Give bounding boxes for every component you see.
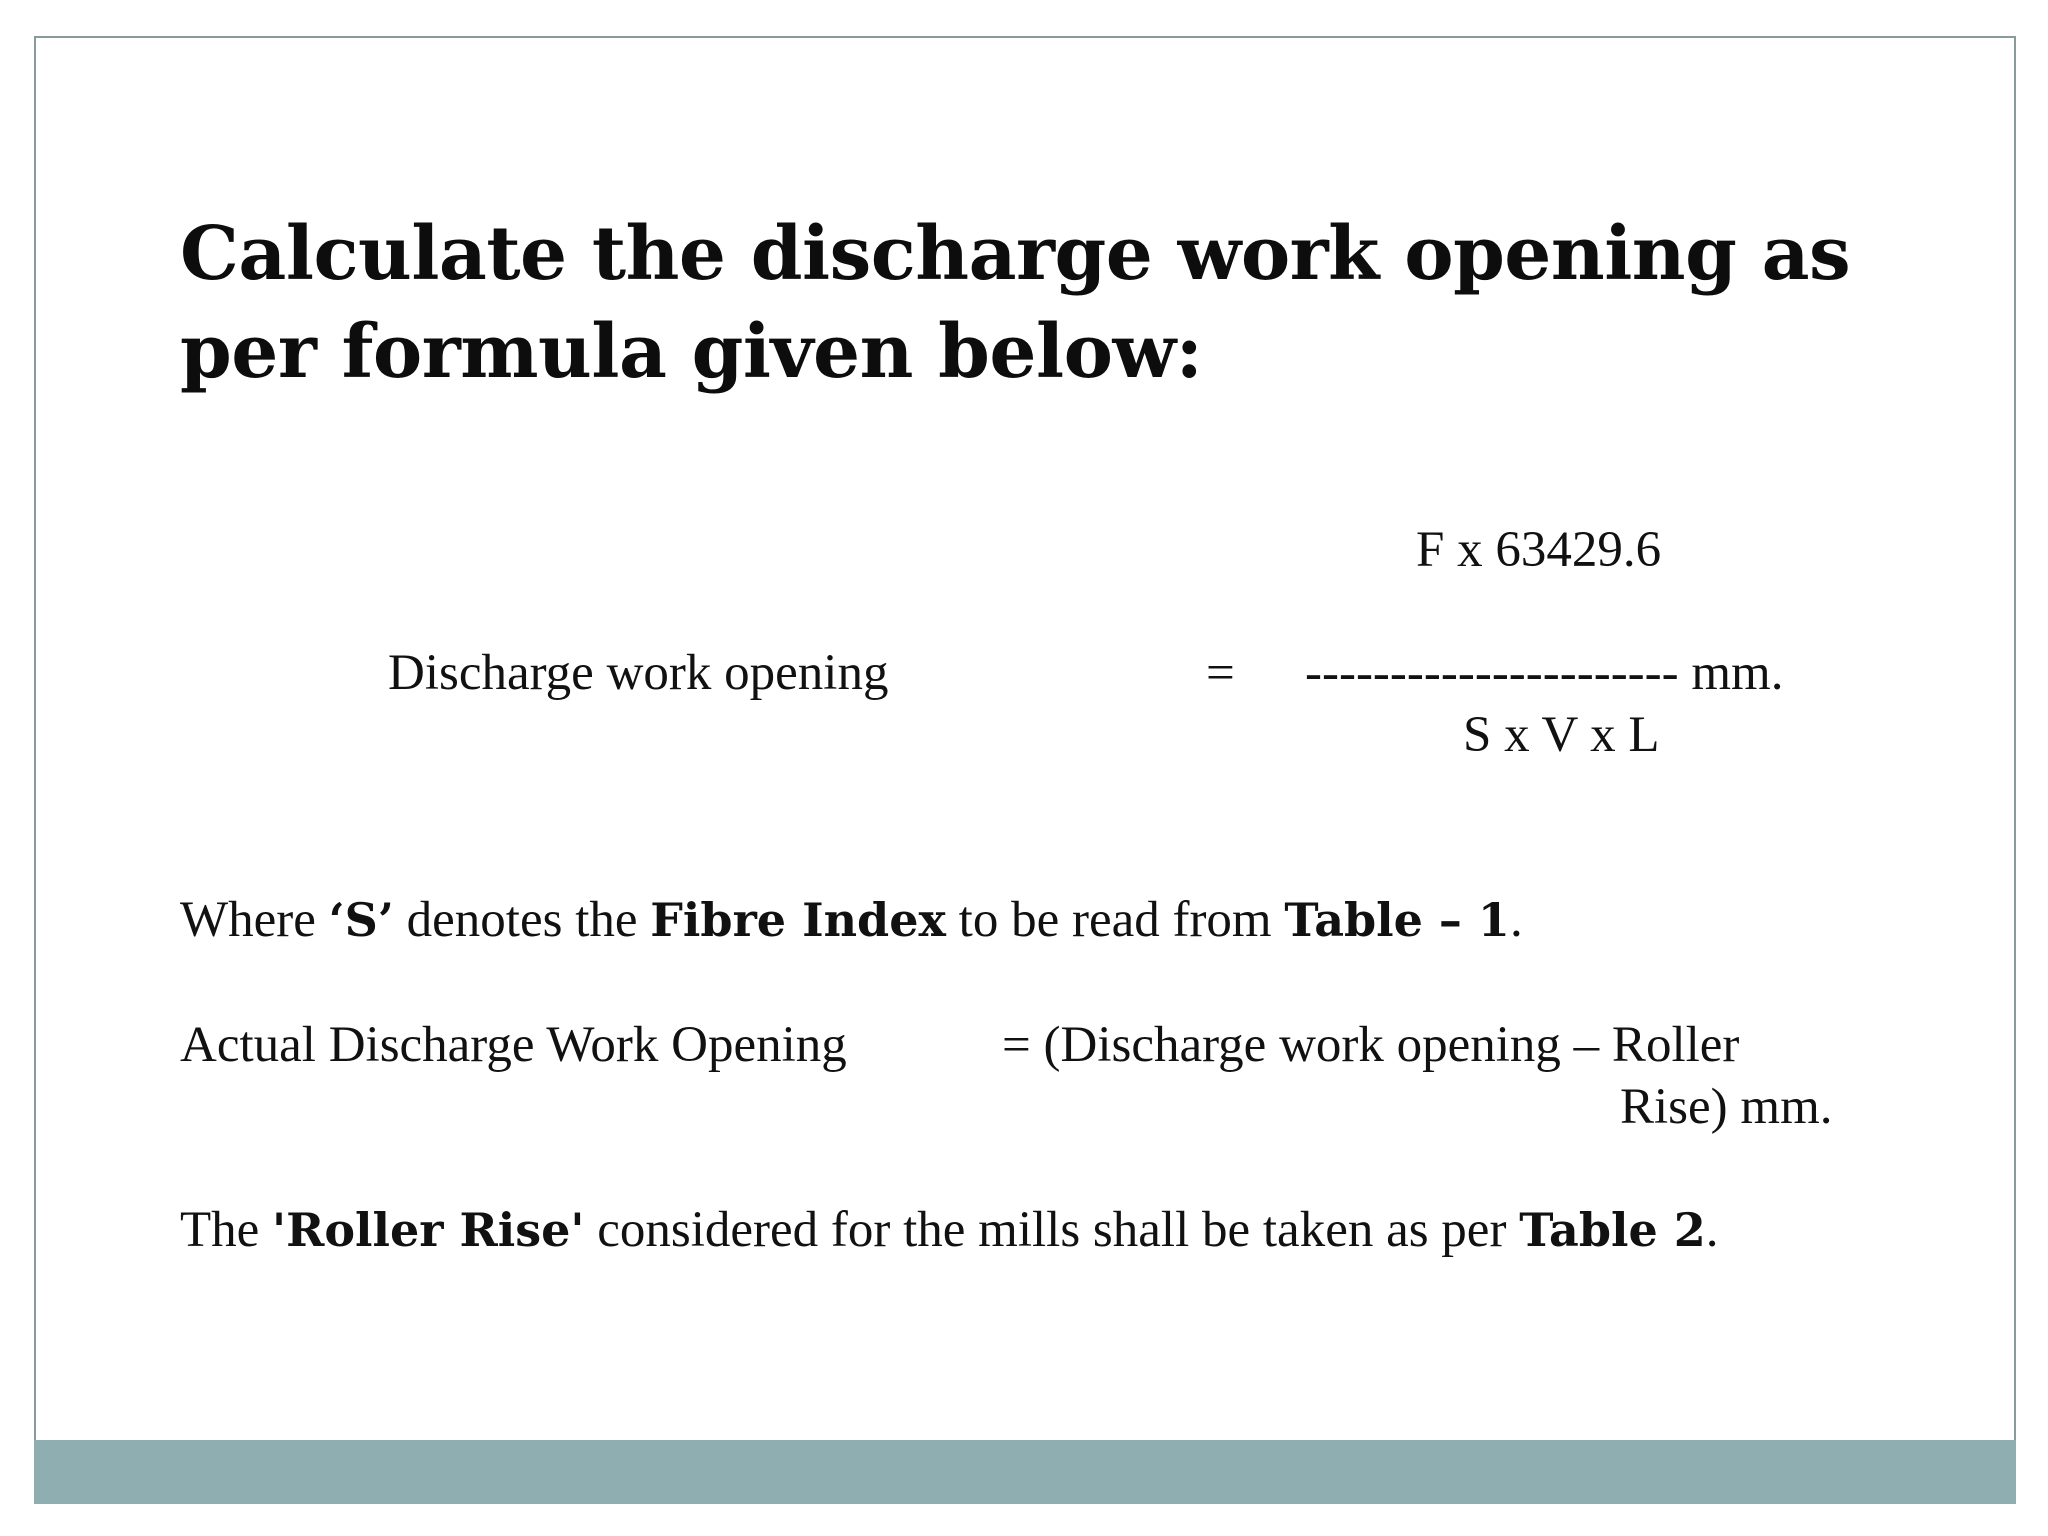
actual-opening-label: Actual Discharge Work Opening (180, 1017, 847, 1073)
roller-rise-statement (180, 1200, 1719, 1260)
where-statement (180, 890, 1523, 950)
roller-rise-term: 'Roller Rise' (272, 1203, 585, 1257)
footer-bar (34, 1440, 2016, 1504)
s-term: ‘S’ (328, 893, 394, 947)
table-1-reference: Table – 1 (1284, 893, 1510, 947)
actual-opening-expression-cont: Rise) mm. (1620, 1079, 1833, 1135)
formula-fraction-line: ---------------------- mm. (1305, 645, 1784, 701)
actual-opening-expression: = (Discharge work opening – Roller (1002, 1017, 1740, 1073)
where-text-1: Where (180, 892, 329, 948)
table-2-reference: Table 2 (1519, 1203, 1706, 1257)
where-text-2: denotes the (393, 892, 651, 948)
roller-text-2: considered for the mills shall be taken as per (584, 1202, 1520, 1258)
slide-title: Calculate the discharge work opening as per formula given below: (180, 211, 1851, 395)
fibre-index-term: Fibre Index (650, 893, 946, 947)
roller-text-1: The (180, 1202, 273, 1258)
formula-numerator: F x 63429.6 (1416, 522, 1662, 578)
formula-denominator: S x V x L (1463, 707, 1660, 763)
where-text-4: . (1509, 892, 1523, 948)
formula-equals-sign: = (1206, 645, 1235, 701)
where-text-3: to be read from (945, 892, 1285, 948)
formula-label: Discharge work opening (388, 645, 889, 701)
roller-text-3: . (1705, 1202, 1719, 1258)
